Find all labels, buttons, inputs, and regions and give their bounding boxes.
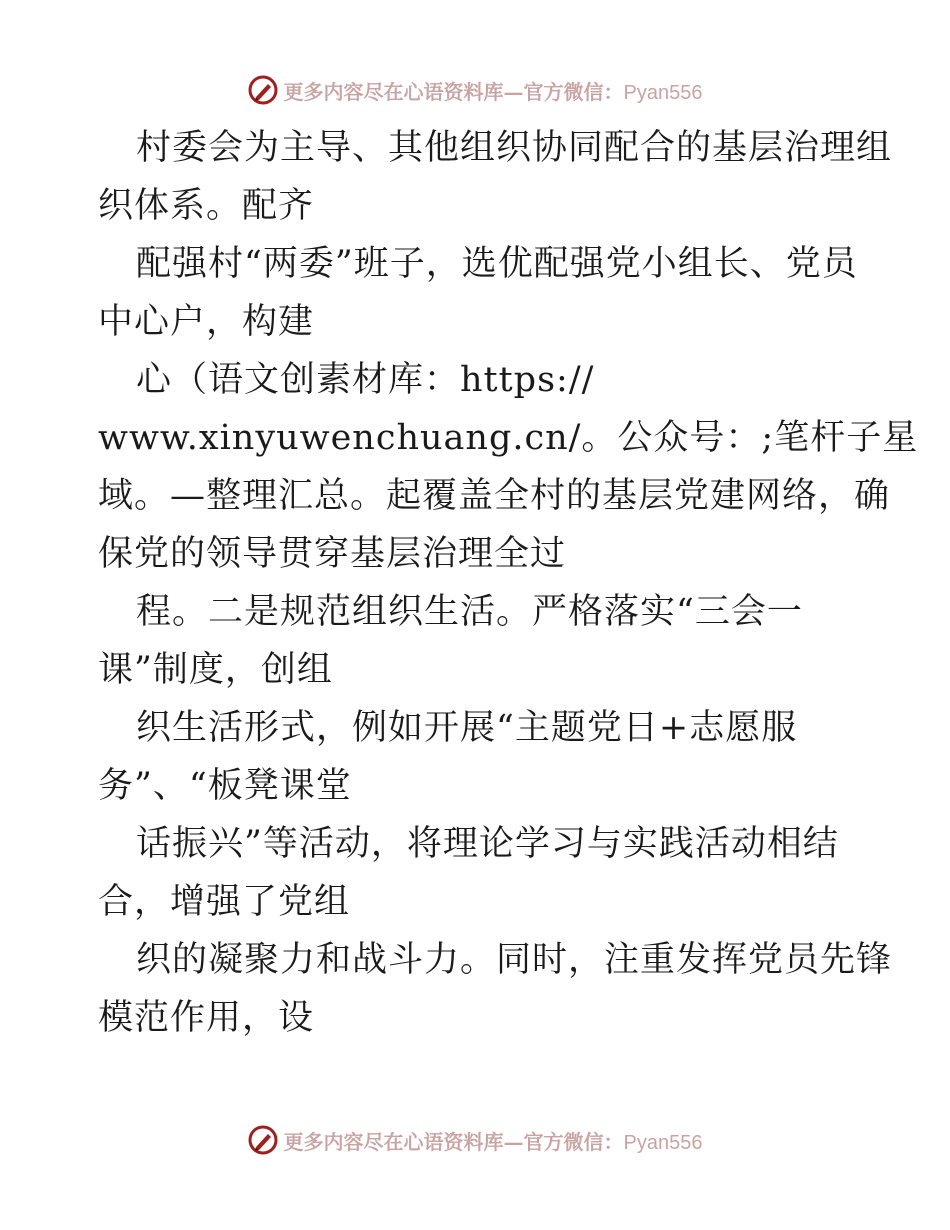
document-line: 话振兴”等活动，将理论学习与实践活动相结 [136, 824, 839, 864]
document-line: 心（语文创素材库：https:// [136, 360, 595, 400]
document-line: 中心户，构建 [98, 302, 315, 342]
document-line: 织体系。配齐 [98, 186, 315, 226]
document-line: 程。二是规范组织生活。严格落实“三会一 [136, 592, 803, 632]
footer-banner [0, 1120, 950, 1160]
document-line: 织生活形式，例如开展“主题党日+志愿服 [136, 708, 798, 748]
header-banner [0, 70, 950, 110]
document-line: 域。—整理汇总。起覆盖全村的基层党建网络，确 [98, 476, 891, 516]
document-line: 织的凝聚力和战斗力。同时，注重发挥党员先锋 [136, 940, 893, 980]
pen-logo-icon [248, 75, 278, 105]
header-wechat-id: Pyan556 [623, 81, 703, 104]
footer-banner-text: 更多内容尽在心语资料库—官方微信：Pyan556 [283, 1129, 703, 1154]
footer-wechat-id: Pyan556 [623, 1131, 703, 1154]
document-line: www.xinyuwenchuang.cn/。公众号：;笔杆子星 [98, 418, 919, 458]
document-line: 务”、“板凳课堂 [98, 766, 352, 806]
document-line: 合，增强了党组 [98, 882, 351, 922]
pen-logo-icon [248, 1125, 278, 1155]
document-line: 保党的领导贯穿基层治理全过 [98, 534, 567, 574]
document-line: 模范作用，设 [98, 998, 315, 1038]
document-line: 村委会为主导、其他组织协同配合的基层治理组 [136, 128, 893, 168]
document-line: 课”制度，创组 [98, 650, 333, 690]
header-banner-text: 更多内容尽在心语资料库—官方微信：Pyan556 [283, 79, 703, 104]
document-line: 配强村“两委”班子，选优配强党小组长、党员 [136, 244, 858, 284]
